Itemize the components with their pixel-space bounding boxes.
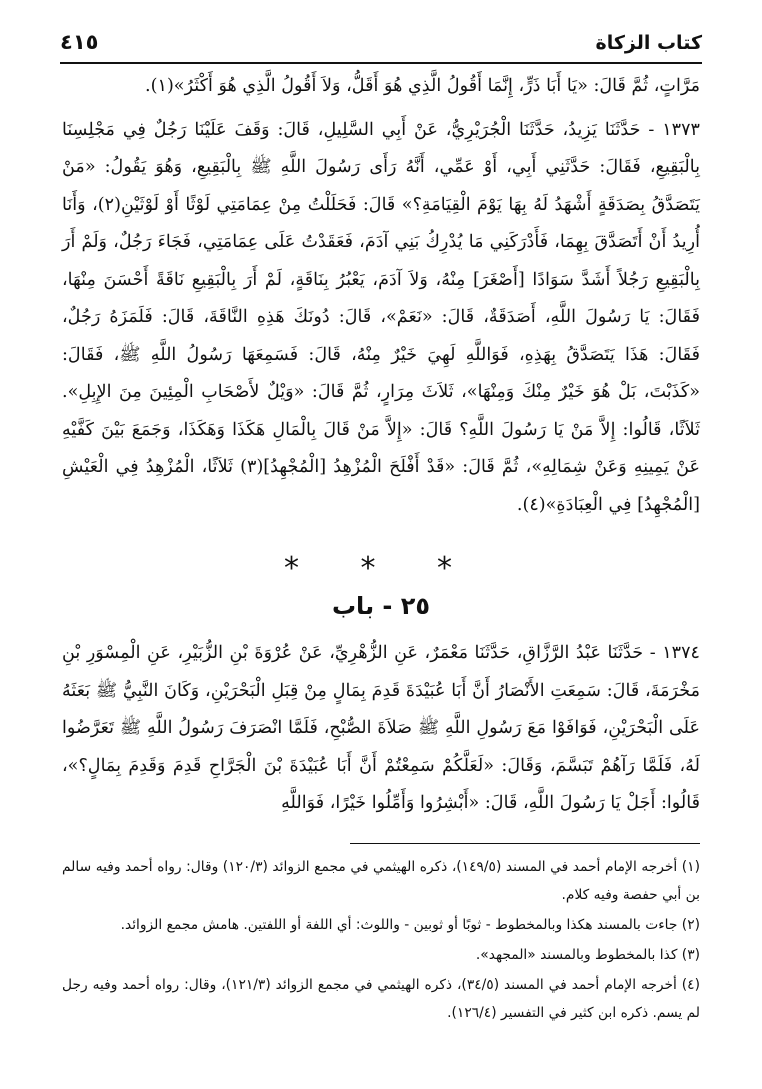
- hadith-1374: ١٣٧٤ - حَدَّثَنَا عَبْدُ الرَّزَّاقِ، حَدَّثَنَا مَعْمَرٌ، عَنِ الزُّهْرِيِّ، عَنْ عُرْوَةَ بْنِ الزُّبَيْرِ، عَنِ الْمِسْوَرِ بْنِ مَخْرَمَةَ، قَالَ: سَمِعَتِ الأَنْصَارُ أَنَّ أَبَا عُبَيْدَةَ قَدِمَ بِمَالٍ مِنْ قِبَلِ الْبَحْرَيْنِ، وَكَانَ النَّبِيُّ ﷺ بَعَثَهُ عَلَى الْبَحْرَيْنِ، فَوَافَوْا مَعَ رَسُولِ اللَّهِ ﷺ صَلاَةَ الصُّبْحِ، فَلَمَّا انْصَرَفَ رَسُولُ اللَّهِ ﷺ تَعَرَّضُوا لَهُ، فَلَمَّا رَآهُمْ تَبَسَّمَ، وَقَالَ: «لَعَلَّكُمْ سَمِعْتُمْ أَنَّ أَبَا عُبَيْدَةَ بْنَ الْجَرَّاحِ قَدِمَ وَقَدِمَ بِمَالٍ؟»، قَالُوا: أَجَلْ يَا رَسُولَ اللَّهِ، قَالَ: «أَبْشِرُوا وَأَمِّلُوا خَيْرًا، فَوَاللَّهِ: [62, 643, 700, 813]
- footnote-1: (١) أخرجه الإمام أحمد في المسند (١٤٩/٥)، ذكره الهيثمي في مجمع الزوائد (١٢٠/٣) وقال: رواه أحمد وفيه سالم بن أبي حفصة وفيه كلام.: [62, 859, 700, 903]
- footnote-3: (٣) كذا بالمخطوط وبالمسند «المجهد».: [475, 947, 700, 963]
- page-header: [60, 28, 702, 64]
- footnote-separator: [350, 843, 700, 844]
- paragraph-end-of-previous-hadith: مَرَّاتٍ، ثُمَّ قَالَ: «يَا أَبَا ذَرٍّ، إِنَّمَا أَقُولُ الَّذِي هُوَ أَقَلُّ، وَلاَ أَقُولُ الَّذِي هُوَ أَكْثَرُ»(١).: [145, 76, 700, 96]
- chapter-heading: ٢٥ - باب: [331, 592, 431, 620]
- footnote-4: (٤) أخرجه الإمام أحمد في المسند (٣٤/٥)، ذكره الهيثمي في مجمع الزوائد (١٢١/٣)، وقال: رواه أحمد وفيه رجل لم يسم. ذكره ابن كثير في التفسير (١٢٦/٤).: [62, 977, 700, 1021]
- footnotes: [62, 853, 700, 1029]
- hadith-1373: ١٣٧٣ - حَدَّثَنَا يَزِيدُ، حَدَّثَنَا الْجُرَيْرِيُّ، عَنْ أَبِي السَّلِيلِ، قَالَ: وَقَفَ عَلَيْنَا رَجُلٌ فِي مَجْلِسِنَا بِالْبَقِيعِ، فَقَالَ: حَدَّثَنِي أَبِي، أَوْ عَمِّي، أَنَّهُ رَأَى رَسُولَ اللَّهِ ﷺ بِالْبَقِيعِ، وَهُوَ يَقُولُ: «مَنْ يَتَصَدَّقُ بِصَدَقَةٍ أَشْهَدُ لَهُ بِهَا يَوْمَ الْقِيَامَةِ؟» قَالَ: فَحَلَلْتُ مِنْ عِمَامَتِي لَوْثًا أَوْ لَوْثَيْنِ(٢)، وَأَنَا أُرِيدُ أَنْ أَتَصَدَّقَ بِهِمَا، فَأَدْرَكَنِي مَا يُدْرِكُ بَنِي آدَمَ، فَعَقَدْتُ عَلَى عِمَامَتِي، فَجَاءَ رَجُلٌ، وَلَمْ أَرَ بِالْبَقِيعِ رَجُلاً أَشَدَّ سَوَادًا [أَصْغَرَ] مِنْهُ، وَلاَ آدَمَ، يَعْبُرُ بِنَاقَةٍ، لَمْ أَرَ بِالْبَقِيعِ نَاقَةً أَحْسَنَ مِنْهَا، فَقَالَ: يَا رَسُولَ اللَّهِ، أَصَدَقَةٌ، قَالَ: «نَعَمْ»، قَالَ: دُونَكَ هَذِهِ النَّاقَةَ، قَالَ: فَلَمَزَهُ رَجُلٌ، فَقَالَ: هَذَا يَتَصَدَّقُ بِهَذِهِ، فَوَاللَّهِ لَهِيَ خَيْرٌ مِنْهُ، قَالَ: فَسَمِعَهَا رَسُولُ اللَّهِ ﷺ، فَقَالَ: «كَذَبْتَ، بَلْ هُوَ خَيْرٌ مِنْكَ وَمِنْهَا»، ثَلاَثَ مِرَارٍ، ثُمَّ قَالَ: «وَيْلٌ لأَصْحَابِ الْمِئِينَ مِنَ الإِبِلِ». ثَلاَثًا، قَالُوا: إِلاَّ مَنْ يَا رَسُولَ اللَّهِ؟ قَالَ: «إِلاَّ مَنْ قَالَ بِالْمَالِ هَكَذَا وَهَكَذَا، وَجَمَعَ بَيْنَ كَفَّيْهِ عَنْ يَمِينِهِ وَعَنْ شِمَالِهِ»، ثُمَّ قَالَ: «قَدْ أَفْلَحَ الْمُزْهِدُ [الْمُجْهِدُ](٣) ثَلاَثًا، الْمُزْهِدُ فِي الْعَيْشِ [الْمُجْهِدُ] فِي الْعِبَادَةِ»(٤).: [62, 119, 700, 515]
- section-separator-stars: * * *: [283, 551, 479, 586]
- main-text-top: [62, 68, 700, 524]
- footnote-2: (٢) جاءت بالمسند هكذا وبالمخطوط - ثوبًا أو ثوبين - واللوث: أي اللفة أو اللفتين. هامش مجمع الزوائد.: [120, 917, 700, 933]
- page-number: ٤١٥: [60, 30, 99, 54]
- main-text-bottom: [62, 635, 700, 823]
- running-title: كتاب الزكاة: [595, 32, 702, 54]
